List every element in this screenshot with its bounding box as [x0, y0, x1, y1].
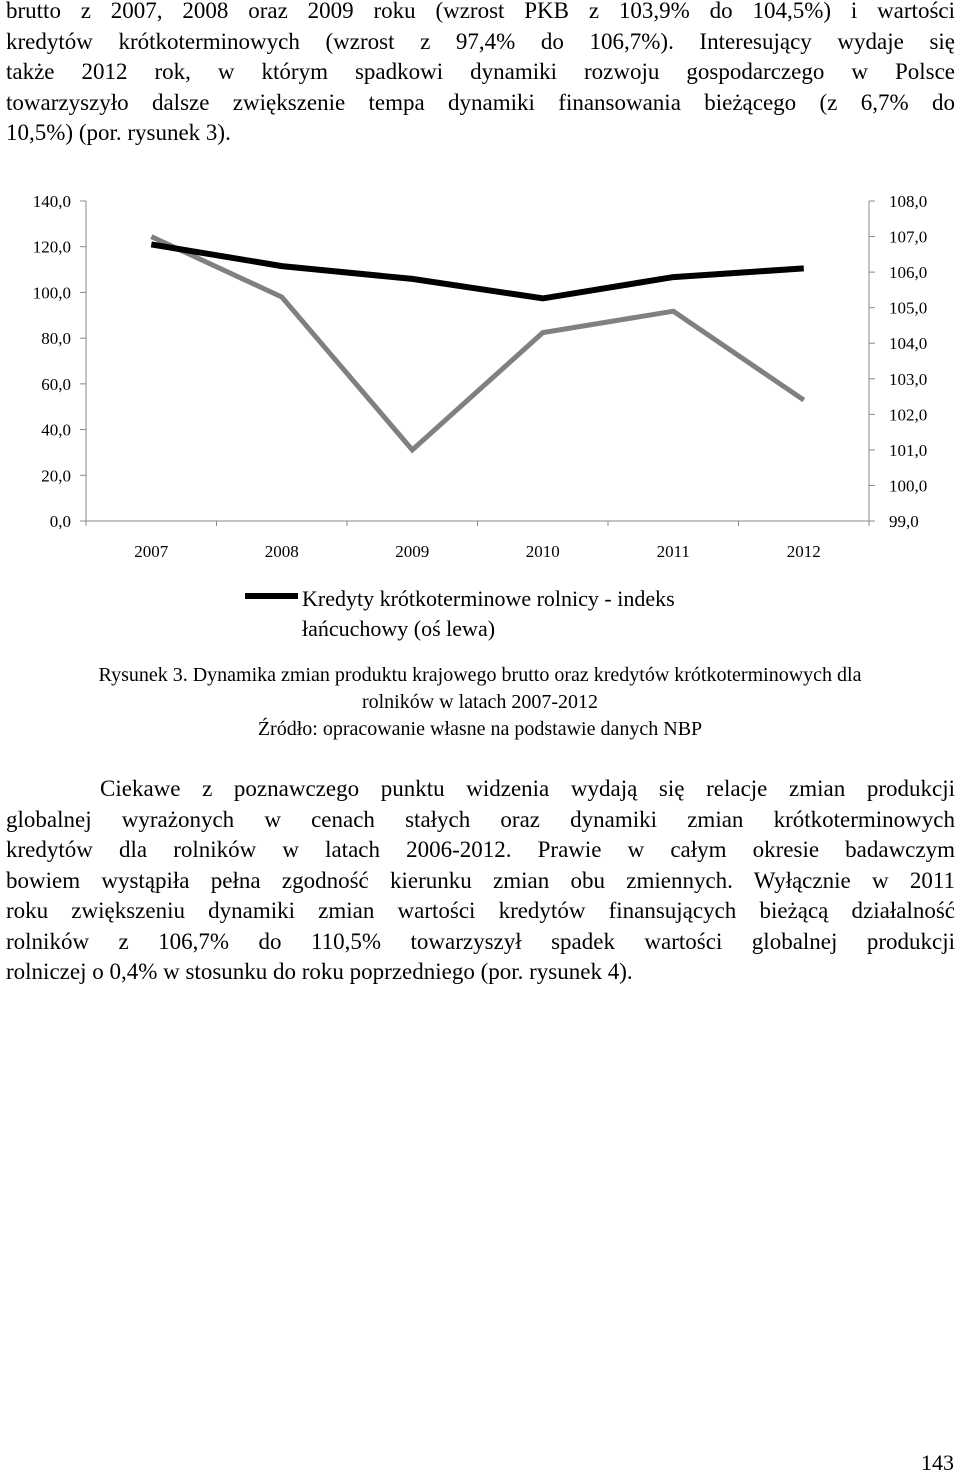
left-axis-tick-label: 100,0 — [32, 283, 71, 303]
figure-3-chart — [0, 180, 960, 650]
body-line: Ciekawe z poznawczego punktu widzenia wydają się relacje zmian produkcji — [100, 776, 955, 801]
intro-line: także 2012 rok, w którym spadkowi dynamiki rozwoju gospodarczego w Polsce — [6, 59, 955, 84]
intro-line: brutto z 2007, 2008 oraz 2009 roku (wzrost PKB z 103,9% do 104,5%) i wartości — [6, 0, 955, 23]
legend-label: łańcuchowy (oś lewa) — [302, 616, 496, 641]
figure-source: Źródło: opracowanie własne na podstawie danych NBP — [257, 718, 703, 740]
body-line: bowiem wystąpiła pełna zgodność kierunku zmian obu zmiennych. Wyłącznie w 2011 — [6, 867, 955, 893]
left-axis-tick-label: 120,0 — [32, 237, 71, 257]
line-chart — [0, 180, 960, 650]
right-axis-tick-label: 108,0 — [889, 192, 928, 211]
x-axis-tick-label: 2010 — [525, 542, 560, 561]
page-number: 143 — [921, 1450, 954, 1475]
figure-caption-continued: rolników w latach 2007-2012 — [361, 691, 599, 713]
x-axis-tick-label: 2008 — [264, 542, 299, 561]
right-axis-tick-label: 105,0 — [889, 298, 928, 318]
x-axis-tick-label: 2009 — [395, 542, 430, 561]
intro-line: 10,5%) (por. rysunek 3). — [6, 120, 231, 145]
right-axis-tick-label: 107,0 — [889, 227, 928, 247]
right-axis-tick-label: 103,0 — [889, 369, 928, 389]
left-axis-tick-label: 80,0 — [41, 329, 71, 349]
right-axis-tick-label: 99,0 — [889, 512, 919, 531]
body-line: kredytów dla rolników w latach 2006-2012. Prawie w całym okresie badawczym — [6, 837, 955, 862]
right-axis-tick-label: 104,0 — [889, 334, 928, 354]
series-line-right-axis — [151, 237, 804, 450]
left-axis-tick-label: 20,0 — [41, 466, 71, 486]
left-axis-tick-label: 40,0 — [41, 420, 71, 440]
chart-svg — [0, 180, 960, 650]
x-axis-tick-label: 2007 — [134, 542, 169, 561]
body-line: rolniczej o 0,4% w stosunku do roku poprzedniego (por. rysunek 4). — [6, 959, 633, 984]
body-line: globalnej wyrażonych w cenach stałych oraz dynamiki zmian krótkoterminowych — [6, 806, 955, 832]
left-axis-tick-label: 60,0 — [41, 374, 71, 394]
x-axis-tick-label: 2011 — [656, 542, 690, 561]
intro-paragraph — [6, 0, 955, 149]
right-axis-tick-label: 100,0 — [889, 476, 928, 496]
figure-caption: Rysunek 3. Dynamika zmian produktu krajowego brutto oraz kredytów krótkoterminowych dla — [98, 664, 862, 686]
left-axis-tick-label: 140,0 — [32, 192, 71, 211]
right-axis-tick-label: 101,0 — [889, 440, 928, 460]
right-axis-tick-label: 102,0 — [889, 405, 928, 425]
intro-line: towarzyszyło dalsze zwiększenie tempa dynamiki finansowania bieżącego (z 6,7% do — [6, 89, 955, 115]
right-axis-tick-label: 106,0 — [889, 263, 928, 283]
body-paragraph — [6, 774, 955, 988]
body-line: roku zwiększeniu dynamiki zmian wartości kredytów finansujących bieżącą działalność — [6, 898, 955, 923]
left-axis-tick-label: 0,0 — [49, 512, 71, 531]
x-axis-tick-label: 2012 — [786, 542, 821, 561]
body-line: rolników z 106,7% do 110,5% towarzyszył spadek wartości globalnej produkcji — [6, 928, 955, 954]
series-line-left-axis — [151, 244, 804, 298]
intro-line: kredytów krótkoterminowych (wzrost z 97,4% do 106,7%). Interesujący wydaje się — [6, 28, 955, 54]
legend-label: Kredyty krótkoterminowe rolnicy - indeks — [302, 586, 675, 611]
